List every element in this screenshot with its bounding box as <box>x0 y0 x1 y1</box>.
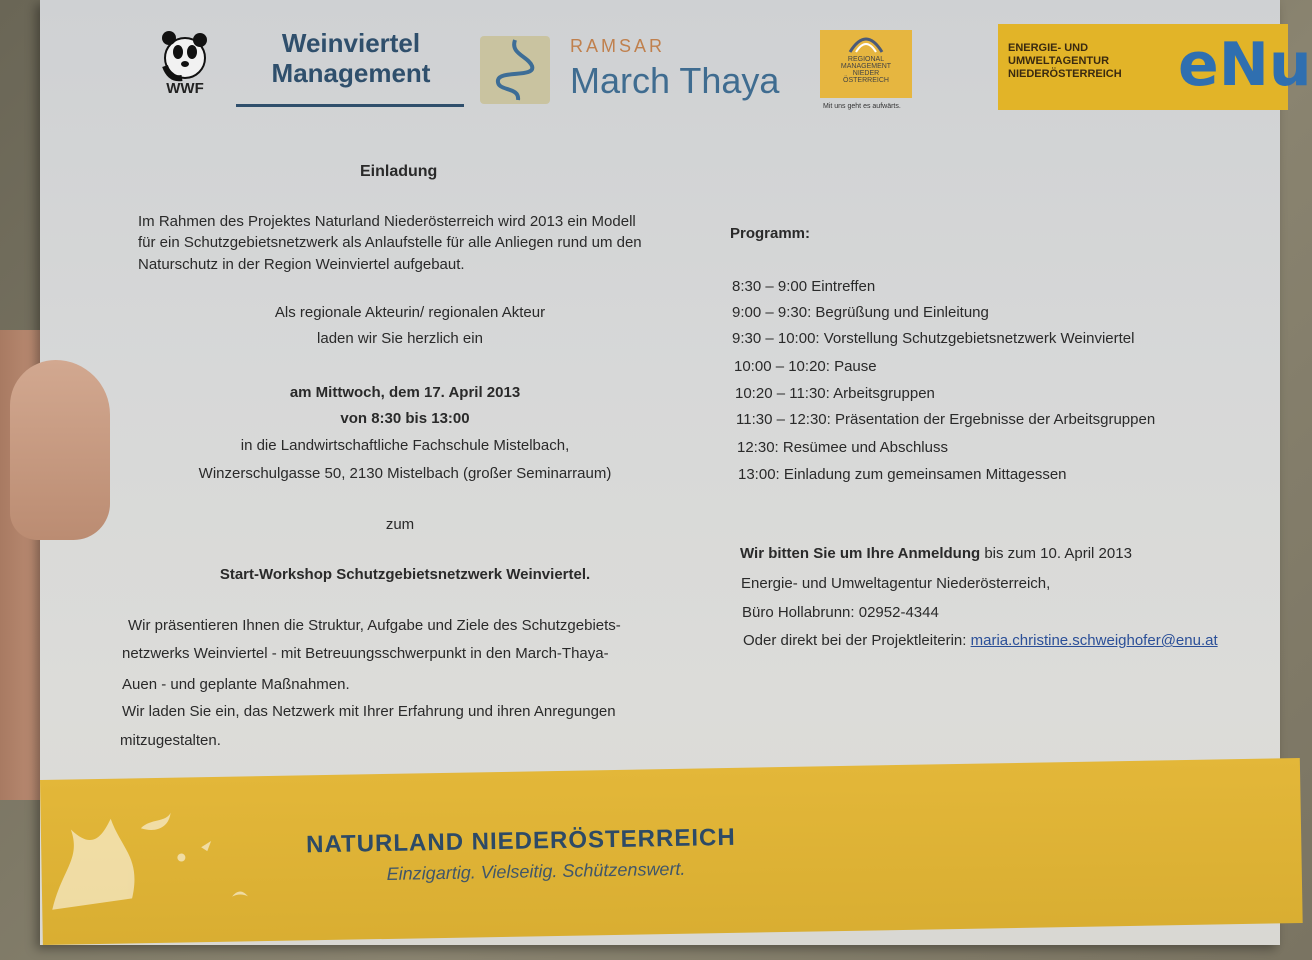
banner-slogan: Einzigartig. Vielseitig. Schützenswert. <box>386 858 686 884</box>
venue-line: Winzerschulgasse 50, 2130 Mistelbach (großer Seminarraum) <box>198 465 612 482</box>
program-item: 10:20 – 11:30: Arbeitsgruppen <box>735 385 935 402</box>
regional-line: REGIONAL <box>847 56 885 63</box>
enu-logo: eNu <box>1178 30 1312 100</box>
zum-label: zum <box>385 516 415 533</box>
enu-text <box>1008 42 1122 81</box>
regional-management-logo <box>820 30 912 98</box>
event-date: am Mittwoch, dem 17. April 2013 <box>289 384 521 401</box>
invite-line: Als regionale Akteurin/ regionalen Akteur <box>274 304 546 321</box>
enu-text-line: UMWELTAGENTUR <box>1008 55 1110 67</box>
invitation-sheet <box>40 0 1312 945</box>
nature-illustration-icon <box>40 796 252 920</box>
enu-text-line: NIEDERÖSTERREICH <box>1008 68 1122 80</box>
program-item: 11:30 – 12:30: Präsentation der Ergebnisse der Arbeitsgruppen <box>736 411 1156 428</box>
logo-bar <box>40 0 1312 130</box>
body-line: Wir laden Sie ein, das Netzwerk mit Ihrer Erfahrung und ihren Anregungen <box>122 703 616 720</box>
contact-line <box>743 632 1218 649</box>
program-item: 9:00 – 9:30: Begrüßung und Einleitung <box>732 304 989 321</box>
panda-icon <box>160 28 210 80</box>
registration-deadline: bis zum 10. April 2013 <box>980 545 1132 562</box>
intro-line: Naturschutz in der Region Weinviertel aufgebaut. <box>138 256 465 273</box>
thumb <box>10 360 110 540</box>
venue-line: in die Landwirtschaftliche Fachschule Mistelbach, <box>240 437 570 454</box>
regional-line: NIEDER <box>852 70 880 77</box>
intro-line: Im Rahmen des Projektes Naturland Niederösterreich wird 2013 ein Modell <box>138 213 636 230</box>
wwf-logo <box>150 28 220 97</box>
contact-line: Energie- und Umweltagentur Niederösterreich, <box>741 575 1051 592</box>
workshop-title: Start-Workshop Schutzgebietsnetzwerk Weinviertel. <box>219 566 591 583</box>
logo-underline <box>236 104 464 107</box>
body-line: Auen - und geplante Maßnahmen. <box>122 676 350 693</box>
registration-line <box>740 545 1132 562</box>
contact-line: Büro Hollabrunn: 02952-4344 <box>742 604 939 621</box>
arc-icon <box>846 30 886 54</box>
program-item: 13:00: Einladung zum gemeinsamen Mittagessen <box>738 466 1067 483</box>
body-line: Wir präsentieren Ihnen die Struktur, Aufgabe und Ziele des Schutzgebiets- <box>128 617 621 634</box>
enu-text-line: ENERGIE- UND <box>1008 42 1089 54</box>
river-icon <box>480 36 550 104</box>
registration-bold: Wir bitten Sie um Ihre Anmeldung <box>740 545 981 562</box>
naturland-banner <box>40 758 1303 945</box>
enu-logo-block <box>998 24 1312 110</box>
program-item: 10:00 – 10:20: Pause <box>734 358 877 375</box>
banner-title: NATURLAND NIEDERÖSTERREICH <box>305 823 736 859</box>
email-link[interactable]: maria.christine.schweighofer@enu.at <box>970 632 1218 649</box>
intro-line: für ein Schutzgebietsnetzwerk als Anlaufstelle für alle Anliegen rund um den <box>138 234 642 251</box>
march-thaya-label: March Thaya <box>570 60 780 101</box>
event-time: von 8:30 bis 13:00 <box>340 410 470 427</box>
regional-line: MANAGEMENT <box>840 63 892 70</box>
weinviertel-label: Weinviertel <box>281 28 421 58</box>
program-item: 12:30: Resümee und Abschluss <box>737 439 948 456</box>
ramsar-label: RAMSAR <box>570 36 666 56</box>
wwf-label: WWF <box>166 80 204 97</box>
page-title: Einladung <box>360 163 438 180</box>
regional-slogan: Mit uns geht es aufwärts. <box>823 103 901 110</box>
program-item: 9:30 – 10:00: Vorstellung Schutzgebietsnetzwerk Weinviertel <box>732 330 1135 347</box>
management-label: Management <box>271 58 431 88</box>
program-item: 8:30 – 9:00 Eintreffen <box>732 278 876 295</box>
program-heading: Programm: <box>730 225 811 242</box>
contact-prefix: Oder direkt bei der Projektleiterin: <box>743 632 971 649</box>
body-line: netzwerks Weinviertel - mit Betreuungsschwerpunkt in den March-Thaya- <box>122 645 609 662</box>
invite-line: laden wir Sie herzlich ein <box>317 330 483 347</box>
weinviertel-management-logo <box>236 28 466 88</box>
regional-line: ÖSTERREICH <box>843 77 889 84</box>
body-line: mitzugestalten. <box>120 732 221 749</box>
